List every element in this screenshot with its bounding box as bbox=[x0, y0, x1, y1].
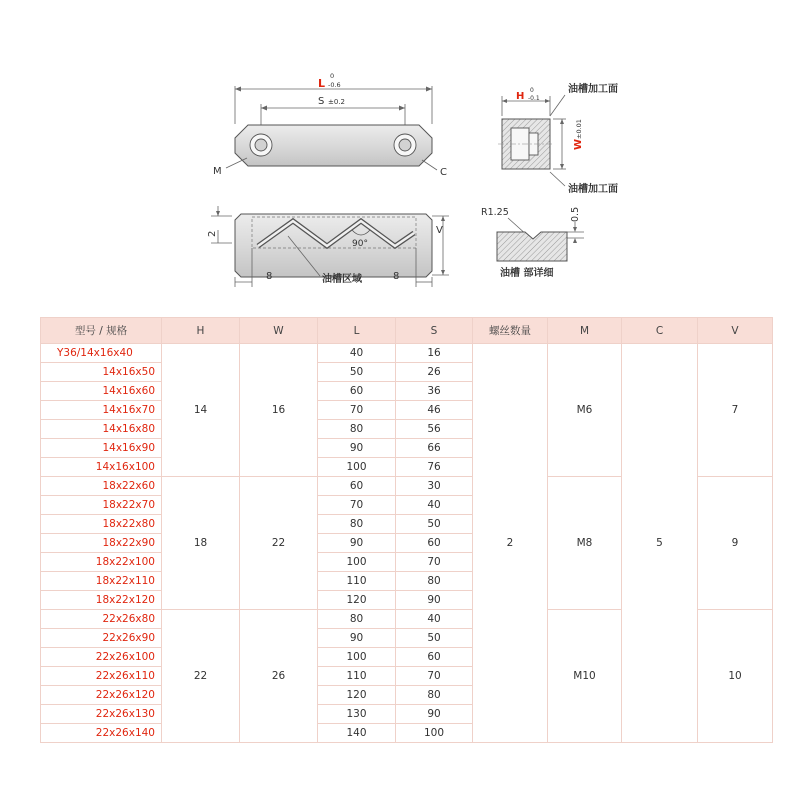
header-M: M bbox=[548, 318, 622, 344]
dim-8-right: 8 bbox=[393, 271, 400, 282]
S-cell: 40 bbox=[396, 610, 473, 629]
L-tolerance-lower: -0.6 bbox=[328, 81, 341, 89]
side-view bbox=[498, 82, 618, 195]
V-cell: 10 bbox=[698, 610, 773, 743]
S-cell: 26 bbox=[396, 363, 473, 382]
L-cell: 60 bbox=[318, 382, 396, 401]
L-cell: 80 bbox=[318, 420, 396, 439]
model-cell: Y36/14x16x40 bbox=[41, 344, 162, 363]
groove-detail-view bbox=[481, 207, 584, 279]
header-screw-count: 螺丝数量 bbox=[473, 318, 548, 344]
header-H: H bbox=[162, 318, 240, 344]
S-cell: 56 bbox=[396, 420, 473, 439]
S-cell: 80 bbox=[396, 572, 473, 591]
S-cell: 90 bbox=[396, 705, 473, 724]
model-cell: 18x22x70 bbox=[41, 496, 162, 515]
S-cell: 70 bbox=[396, 667, 473, 686]
H-cell: 14 bbox=[162, 344, 240, 477]
header-C: C bbox=[622, 318, 698, 344]
model-cell: 14x16x60 bbox=[41, 382, 162, 401]
W-cell: 22 bbox=[240, 477, 318, 610]
S-cell: 80 bbox=[396, 686, 473, 705]
S-cell: 36 bbox=[396, 382, 473, 401]
L-cell: 100 bbox=[318, 553, 396, 572]
H-tolerance-lower: -0.1 bbox=[528, 95, 540, 102]
angle-90-label: 90° bbox=[352, 239, 368, 249]
detail-label: 油槽 部详细 bbox=[500, 268, 554, 279]
radius-label: R1.25 bbox=[481, 207, 509, 218]
header-S: S bbox=[396, 318, 473, 344]
front-view bbox=[207, 206, 449, 287]
header-L: L bbox=[318, 318, 396, 344]
spec-table bbox=[40, 317, 773, 743]
L-cell: 110 bbox=[318, 667, 396, 686]
L-cell: 70 bbox=[318, 401, 396, 420]
model-cell: 18x22x80 bbox=[41, 515, 162, 534]
S-cell: 60 bbox=[396, 534, 473, 553]
L-cell: 40 bbox=[318, 344, 396, 363]
S-cell: 66 bbox=[396, 439, 473, 458]
table-header-row bbox=[41, 318, 773, 344]
model-cell: 14x16x100 bbox=[41, 458, 162, 477]
model-cell: 22x26x140 bbox=[41, 724, 162, 743]
depth-label: 0.5 bbox=[570, 206, 581, 222]
H-tolerance-upper: 0 bbox=[530, 87, 534, 94]
L-cell: 130 bbox=[318, 705, 396, 724]
L-cell: 140 bbox=[318, 724, 396, 743]
surface-label-bottom: 油槽加工面 bbox=[568, 184, 618, 195]
S-cell: 40 bbox=[396, 496, 473, 515]
M-cell: M8 bbox=[548, 477, 622, 610]
header-W: W bbox=[240, 318, 318, 344]
L-tolerance-upper: 0 bbox=[330, 72, 335, 80]
L-cell: 100 bbox=[318, 458, 396, 477]
dim-2-label: 2 bbox=[207, 230, 218, 237]
model-cell: 18x22x120 bbox=[41, 591, 162, 610]
model-cell: 14x16x90 bbox=[41, 439, 162, 458]
dim-8-left: 8 bbox=[266, 271, 273, 282]
S-tolerance: ±0.2 bbox=[328, 98, 345, 106]
H-dimension-label: H bbox=[516, 91, 525, 102]
L-cell: 80 bbox=[318, 610, 396, 629]
L-cell: 90 bbox=[318, 534, 396, 553]
model-cell: 22x26x80 bbox=[41, 610, 162, 629]
L-cell: 50 bbox=[318, 363, 396, 382]
L-cell: 110 bbox=[318, 572, 396, 591]
model-cell: 22x26x120 bbox=[41, 686, 162, 705]
S-cell: 60 bbox=[396, 648, 473, 667]
model-cell: 18x22x100 bbox=[41, 553, 162, 572]
W-cell: 26 bbox=[240, 610, 318, 743]
L-dimension-label: L bbox=[318, 77, 326, 90]
S-cell: 70 bbox=[396, 553, 473, 572]
S-cell: 50 bbox=[396, 515, 473, 534]
V-dimension-label: V bbox=[436, 225, 443, 236]
M-cell: M6 bbox=[548, 344, 622, 477]
W-dimension-label: W bbox=[573, 138, 584, 150]
model-cell: 18x22x60 bbox=[41, 477, 162, 496]
model-cell: 22x26x90 bbox=[41, 629, 162, 648]
model-cell: 18x22x110 bbox=[41, 572, 162, 591]
V-cell: 7 bbox=[698, 344, 773, 477]
L-cell: 120 bbox=[318, 686, 396, 705]
header-V: V bbox=[698, 318, 773, 344]
L-cell: 60 bbox=[318, 477, 396, 496]
front-view-body bbox=[235, 214, 432, 277]
groove-detail-block bbox=[497, 232, 567, 261]
S-cell: 50 bbox=[396, 629, 473, 648]
top-view bbox=[213, 72, 447, 178]
H-cell: 22 bbox=[162, 610, 240, 743]
H-cell: 18 bbox=[162, 477, 240, 610]
table-row bbox=[41, 344, 773, 363]
model-cell: 14x16x80 bbox=[41, 420, 162, 439]
M-label: M bbox=[213, 166, 222, 177]
technical-drawing bbox=[0, 0, 800, 310]
W-tolerance: ±0.01 bbox=[575, 119, 583, 139]
M-cell: M10 bbox=[548, 610, 622, 743]
W-cell: 16 bbox=[240, 344, 318, 477]
C-cell: 5 bbox=[622, 344, 698, 743]
model-cell: 22x26x100 bbox=[41, 648, 162, 667]
model-cell: 22x26x110 bbox=[41, 667, 162, 686]
surface-label-top: 油槽加工面 bbox=[568, 84, 618, 95]
S-cell: 30 bbox=[396, 477, 473, 496]
screw-count-cell: 2 bbox=[473, 344, 548, 743]
S-cell: 46 bbox=[396, 401, 473, 420]
S-cell: 16 bbox=[396, 344, 473, 363]
L-cell: 70 bbox=[318, 496, 396, 515]
model-cell: 18x22x90 bbox=[41, 534, 162, 553]
V-cell: 9 bbox=[698, 477, 773, 610]
S-cell: 76 bbox=[396, 458, 473, 477]
L-cell: 80 bbox=[318, 515, 396, 534]
S-cell: 100 bbox=[396, 724, 473, 743]
model-cell: 14x16x70 bbox=[41, 401, 162, 420]
header-model: 型号 / 规格 bbox=[41, 318, 162, 344]
L-cell: 90 bbox=[318, 629, 396, 648]
model-cell: 22x26x130 bbox=[41, 705, 162, 724]
model-cell: 14x16x50 bbox=[41, 363, 162, 382]
L-cell: 120 bbox=[318, 591, 396, 610]
S-cell: 90 bbox=[396, 591, 473, 610]
C-label: C bbox=[440, 167, 447, 178]
groove-area-label: 油槽区域 bbox=[322, 274, 362, 285]
S-dimension-label: S bbox=[318, 96, 325, 107]
L-cell: 90 bbox=[318, 439, 396, 458]
L-cell: 100 bbox=[318, 648, 396, 667]
